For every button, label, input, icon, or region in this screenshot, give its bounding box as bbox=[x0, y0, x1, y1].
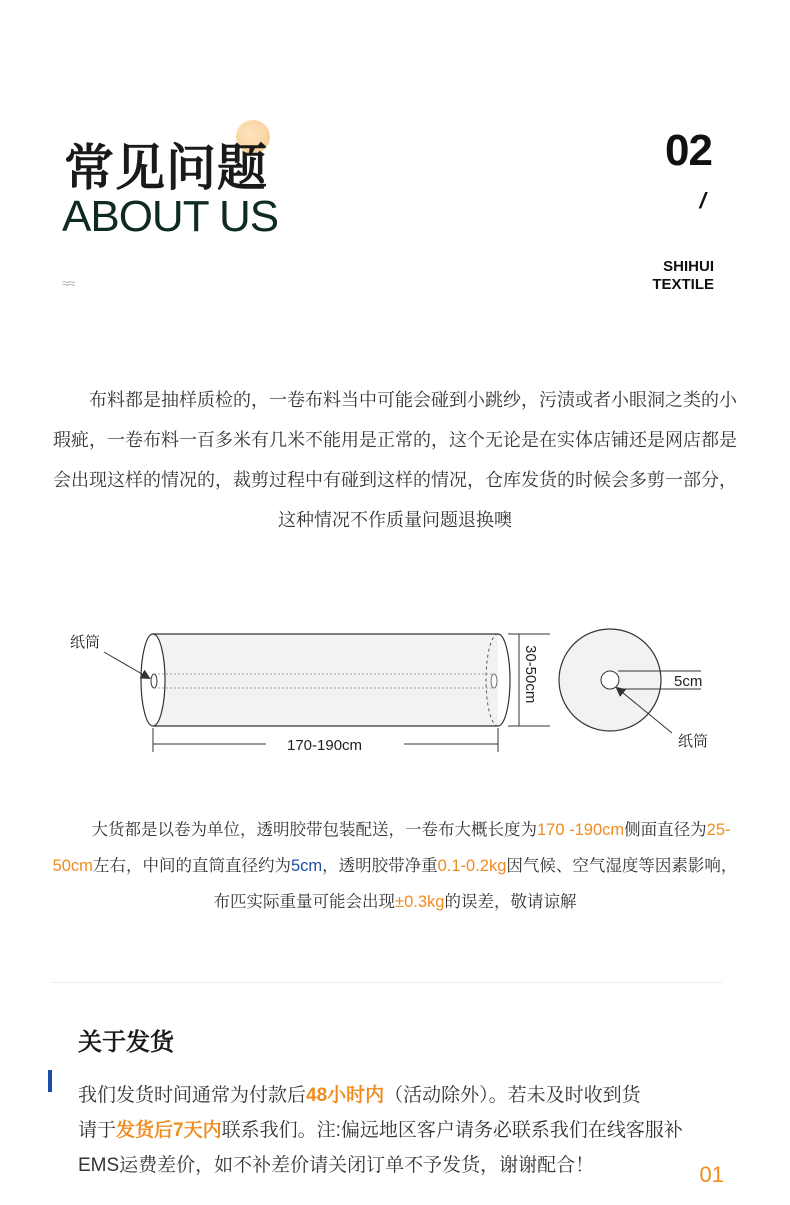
shipping-text-3: 请于 bbox=[78, 1120, 117, 1141]
fabric-roll-diagram bbox=[0, 600, 790, 780]
spec-text-2: 侧面直径为 bbox=[624, 821, 707, 839]
wave-icon: ≈≈ bbox=[62, 275, 74, 291]
shipping-time-highlight: 48小时内 bbox=[306, 1085, 385, 1106]
section-divider bbox=[52, 982, 722, 983]
section-slash: / bbox=[697, 188, 709, 213]
shipping-paragraph bbox=[78, 1078, 698, 1183]
page-title-en: ABOUT US bbox=[62, 192, 279, 241]
page-title-cn: 常见问题 bbox=[64, 140, 268, 196]
spec-text-5: 因气候、空气湿度等因素影响，布匹实际重量可能会出现 bbox=[213, 857, 738, 911]
core-left bbox=[151, 674, 157, 688]
diameter-label: 30-50cm bbox=[522, 645, 539, 704]
spec-core-value: 5cm bbox=[290, 857, 323, 875]
shipping-text-2: （活动除外）。若未及时收到货 bbox=[384, 1085, 641, 1106]
spec-text-6: 的误差，敬请谅解 bbox=[444, 893, 577, 911]
quality-note-text: 布料都是抽样质检的，一卷布料当中可能会碰到小跳纱，污渍或者小眼洞之类的小瑕疵，一卷布料一百多米有几米不能用是正常的，这个无论是在实体店铺还是网店都是会出现这样的情况的，裁剪过程中有碰到这样的情况，仓库发货的时候会多剪一部分，这种情况不作质量问题退换噢 bbox=[53, 390, 737, 530]
spec-diameter-value: 25-50cm bbox=[52, 821, 731, 875]
spec-text-3: 左右，中间的直筒直径约为 bbox=[92, 857, 291, 875]
brand-line-2: TEXTILE bbox=[652, 276, 714, 293]
spec-length-value: 170 -190cm bbox=[537, 821, 625, 839]
specification-paragraph bbox=[52, 812, 738, 920]
shipping-title: 关于发货 bbox=[78, 1029, 174, 1056]
tube-label-right: 纸筒 bbox=[678, 733, 709, 750]
cross-section-core bbox=[601, 671, 619, 689]
roll-body bbox=[153, 634, 498, 726]
brand-line-1: SHIHUI bbox=[663, 258, 714, 275]
shipping-text-4: 联系我们。注:偏远地区客户请务必联系我们在线客服补EMS运费差价，如不补差价请关闭订单不予发货，谢谢配合！ bbox=[78, 1120, 683, 1176]
shipping-contact-highlight: 发货后7天内 bbox=[116, 1120, 222, 1141]
accent-bar bbox=[48, 1070, 52, 1092]
quality-note-paragraph bbox=[52, 380, 738, 540]
spec-text-1: 大货都是以卷为单位，透明胶带包装配送，一卷布大概长度为 bbox=[91, 821, 537, 839]
length-label: 170-190cm bbox=[287, 737, 363, 754]
brand-name bbox=[652, 258, 714, 294]
core-right bbox=[491, 674, 497, 688]
page-number: 01 bbox=[699, 1162, 724, 1187]
spec-error-value: ±0.3kg bbox=[395, 893, 445, 911]
tube-label-left: 纸筒 bbox=[70, 634, 101, 651]
section-number: 02 bbox=[665, 126, 712, 175]
shipping-text-1: 我们发货时间通常为付款后 bbox=[78, 1085, 307, 1106]
spec-tape-weight-value: 0.1-0.2kg bbox=[437, 857, 507, 875]
roll-right-face bbox=[498, 634, 510, 726]
spec-text-4: ，透明胶带净重 bbox=[322, 857, 438, 875]
core-size-label: 5cm bbox=[674, 673, 703, 690]
